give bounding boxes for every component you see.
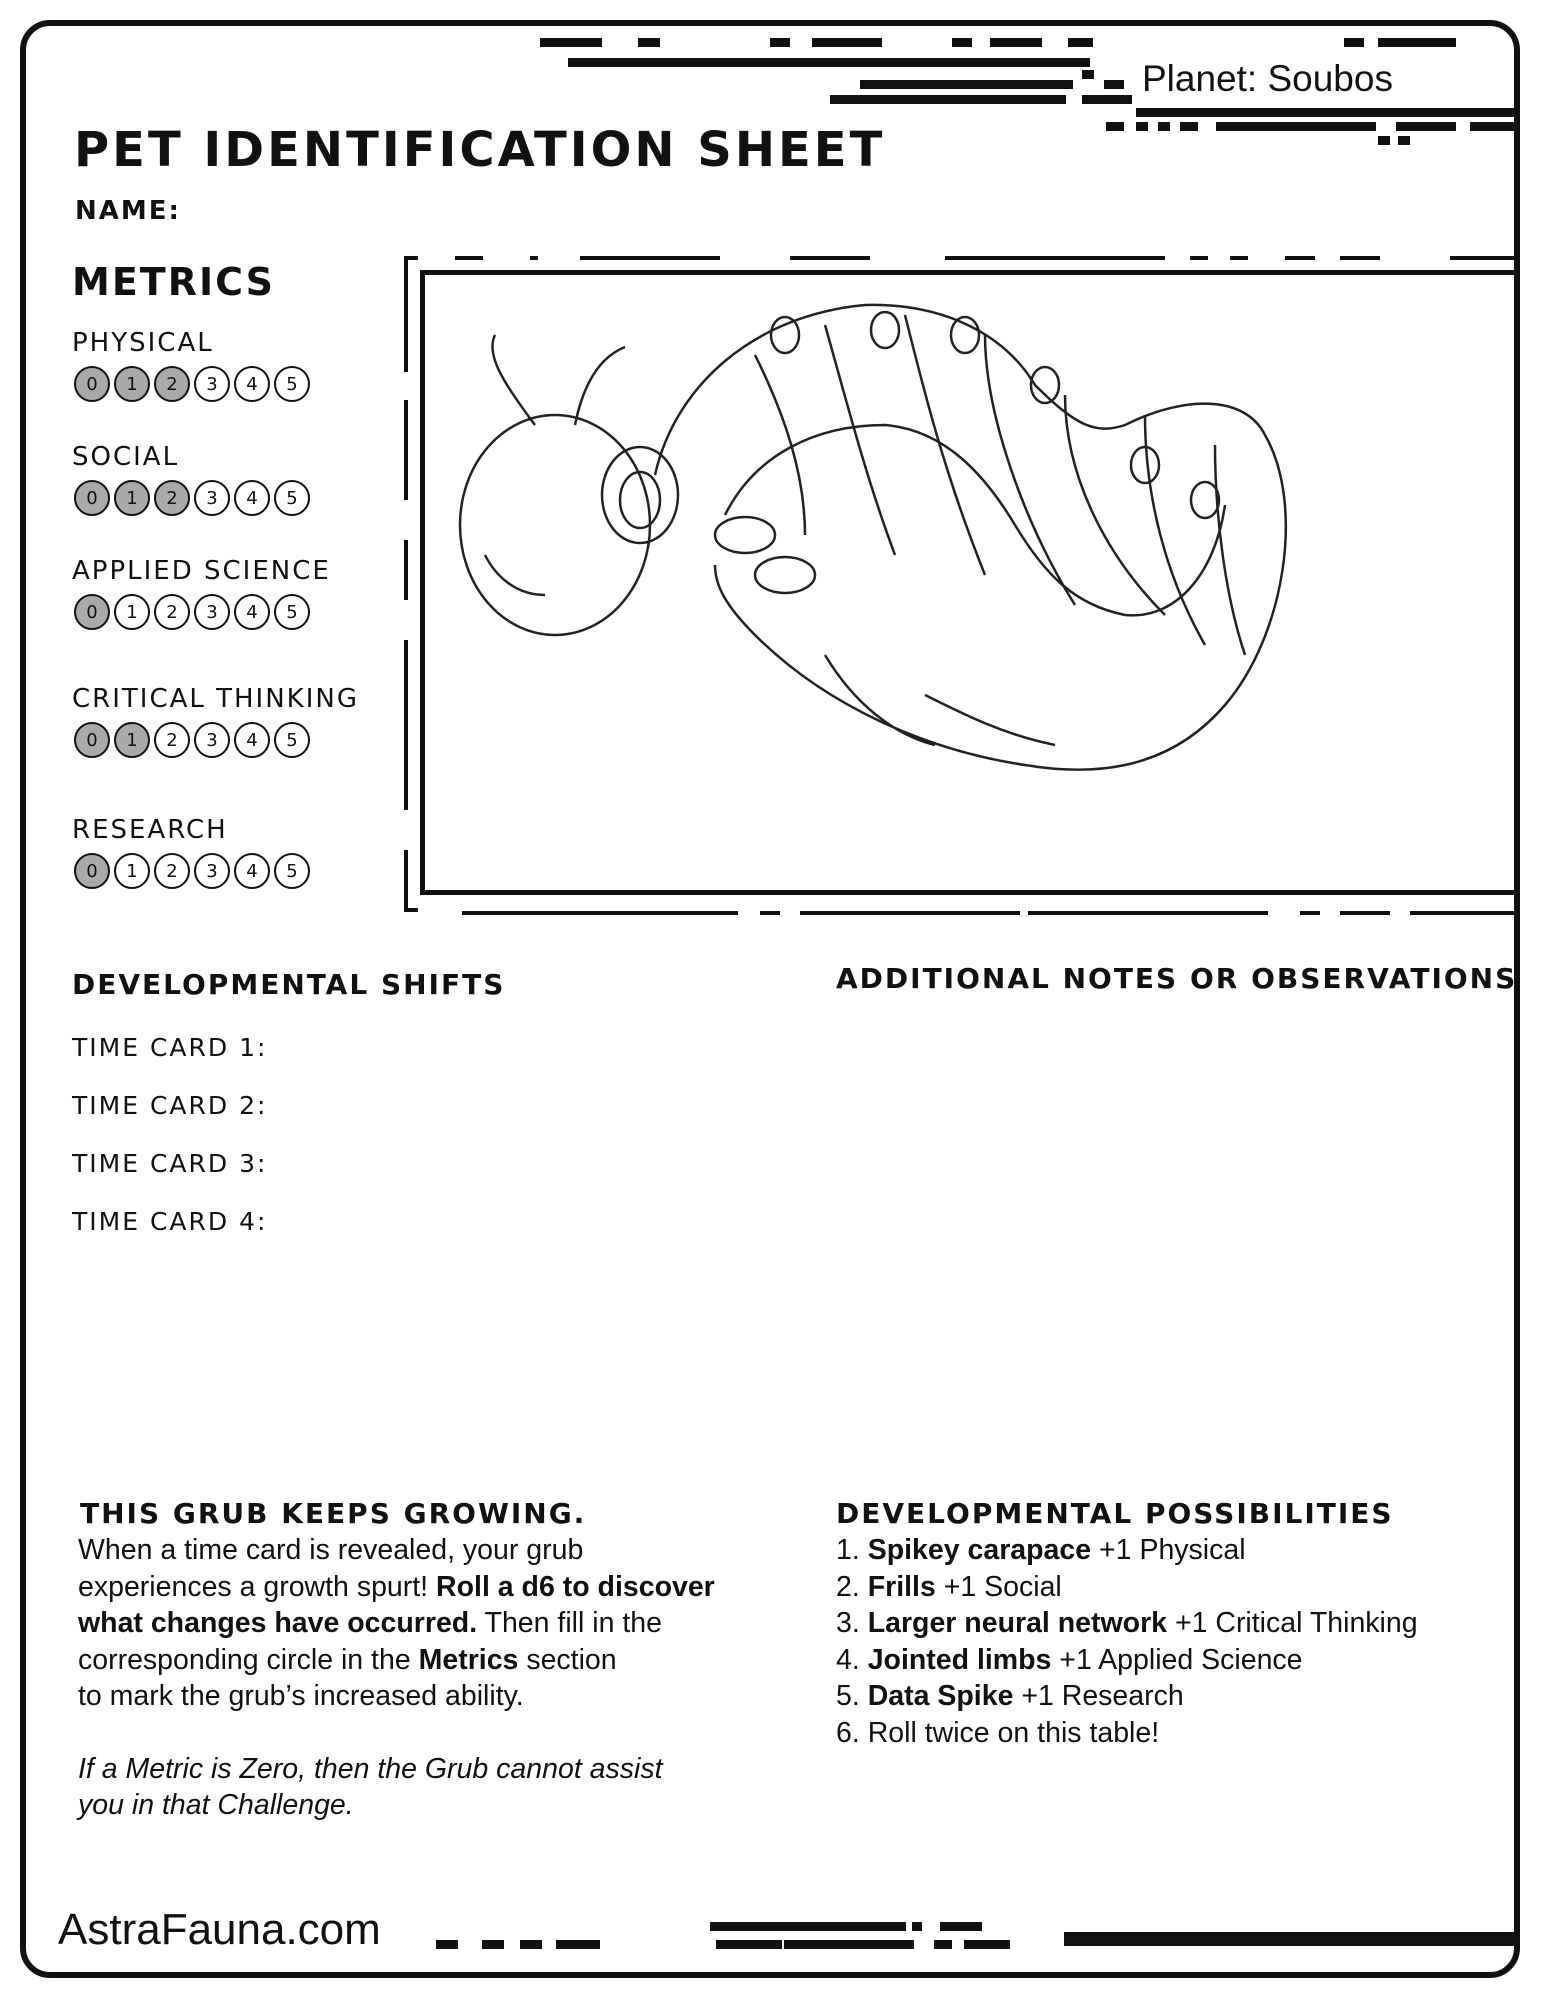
grub-info-line-4-b: section	[518, 1643, 617, 1676]
metric-circle[interactable]: 0	[74, 366, 110, 402]
possibilities-title: DEVELOPMENTAL POSSIBILITIES	[836, 1497, 1394, 1530]
metric-circle[interactable]: 4	[234, 366, 270, 402]
possibilities-list	[836, 1532, 1476, 1751]
metric-circle[interactable]: 3	[194, 853, 230, 889]
metric-label: CRITICAL THINKING	[72, 684, 359, 714]
metric-circle[interactable]: 1	[114, 366, 150, 402]
time-card-label: TIME CARD 2:	[72, 1091, 268, 1120]
metrics-title: METRICS	[72, 260, 276, 304]
metric-circle[interactable]: 1	[114, 853, 150, 889]
metric-circles	[74, 366, 310, 402]
metric-circle[interactable]: 3	[194, 366, 230, 402]
grub-illustration	[425, 275, 1520, 890]
metric-circle[interactable]: 2	[154, 853, 190, 889]
metric-label: PHYSICAL	[72, 328, 214, 358]
metric-label: APPLIED SCIENCE	[72, 556, 331, 586]
metric-circles	[74, 722, 310, 758]
grub-info-line-3	[78, 1605, 778, 1642]
metric-circle[interactable]: 5	[274, 722, 310, 758]
possibility-number: 6.	[836, 1716, 868, 1749]
possibility-item	[836, 1605, 1476, 1642]
grub-info-line-2-bold: Roll a d6 to discover	[436, 1570, 715, 1603]
grub-info-line-4	[78, 1642, 778, 1679]
metric-circle[interactable]: 2	[154, 594, 190, 630]
metric-circle[interactable]: 0	[74, 722, 110, 758]
grub-info-line-2-text: experiences a growth spurt!	[78, 1570, 437, 1603]
metric-label: SOCIAL	[72, 442, 180, 472]
possibility-name: Data Spike	[867, 1680, 1014, 1712]
time-card-label: TIME CARD 4:	[72, 1207, 268, 1236]
metric-circle[interactable]: 5	[274, 480, 310, 516]
possibility-item	[836, 1678, 1476, 1715]
metric-circle[interactable]: 0	[74, 480, 110, 516]
possibility-effect: +1 Social	[935, 1570, 1062, 1603]
possibility-number: 5.	[836, 1680, 868, 1712]
planet-label: Planet: Soubos	[1142, 58, 1393, 99]
metric-circle[interactable]: 0	[74, 853, 110, 889]
time-card-label: TIME CARD 1:	[72, 1033, 268, 1062]
possibility-effect: +1 Research	[1013, 1680, 1184, 1712]
possibility-item	[836, 1715, 1476, 1752]
page-title: PET IDENTIFICATION SHEET	[74, 122, 886, 178]
metric-circle[interactable]: 3	[194, 594, 230, 630]
grub-info-line-5: to mark the grub’s increased ability.	[78, 1680, 524, 1712]
possibility-name: Frills	[867, 1570, 936, 1603]
metric-circle[interactable]: 2	[154, 480, 190, 516]
metric-circle[interactable]: 4	[234, 480, 270, 516]
metric-circle[interactable]: 1	[114, 594, 150, 630]
metric-circle[interactable]: 4	[234, 853, 270, 889]
possibility-effect: Roll twice on this table!	[867, 1716, 1160, 1749]
footer-site: AstraFauna.com	[58, 1905, 381, 1954]
possibility-effect: +1 Physical	[1091, 1534, 1246, 1566]
metric-circles	[74, 480, 310, 516]
metric-circle[interactable]: 2	[154, 366, 190, 402]
metric-circle[interactable]: 3	[194, 480, 230, 516]
metric-circle[interactable]: 3	[194, 722, 230, 758]
metric-circle[interactable]: 0	[74, 594, 110, 630]
possibility-item	[836, 1642, 1476, 1679]
name-label: NAME:	[75, 196, 181, 226]
metric-circle[interactable]: 5	[274, 853, 310, 889]
metric-circle[interactable]: 4	[234, 594, 270, 630]
grub-info-line-1: When a time card is revealed, your grub	[78, 1534, 584, 1566]
notes-title: ADDITIONAL NOTES OR OBSERVATIONS	[836, 962, 1518, 995]
possibility-effect: +1 Critical Thinking	[1167, 1607, 1418, 1639]
metric-circle[interactable]: 1	[114, 722, 150, 758]
metric-circles	[74, 594, 310, 630]
metric-circle[interactable]: 1	[114, 480, 150, 516]
metric-circle[interactable]: 2	[154, 722, 190, 758]
possibility-number: 3.	[836, 1607, 868, 1639]
illustration-box	[420, 270, 1520, 895]
possibility-number: 1.	[836, 1534, 868, 1566]
possibility-name: Jointed limbs	[867, 1643, 1052, 1676]
grub-info-line-3-text: Then fill in the	[477, 1607, 662, 1639]
grub-info-italic-1: If a Metric is Zero, then the Grub cannot assist	[78, 1752, 663, 1785]
grub-info-line-2	[78, 1569, 778, 1606]
metric-circle[interactable]: 5	[274, 594, 310, 630]
metric-label: RESEARCH	[72, 815, 228, 845]
grub-info-text	[78, 1532, 778, 1824]
grub-info-title: THIS GRUB KEEPS GROWING.	[80, 1497, 587, 1530]
possibility-effect: +1 Applied Science	[1051, 1643, 1303, 1676]
metric-circle[interactable]: 5	[274, 366, 310, 402]
possibility-number: 2.	[836, 1570, 868, 1603]
possibility-name: Larger neural network	[867, 1607, 1168, 1639]
grub-info-italic-2: you in that Challenge.	[78, 1789, 354, 1821]
metric-circle[interactable]: 4	[234, 722, 270, 758]
grub-info-line-4-bold: Metrics	[418, 1643, 519, 1676]
grub-info-line-4-a: corresponding circle in the	[78, 1643, 419, 1676]
developmental-shifts-title: DEVELOPMENTAL SHIFTS	[72, 968, 506, 1001]
grub-info-line-3-bold: what changes have occurred.	[78, 1607, 478, 1639]
possibility-number: 4.	[836, 1643, 868, 1676]
time-card-label: TIME CARD 3:	[72, 1149, 268, 1178]
possibility-name: Spikey carapace	[867, 1534, 1092, 1566]
possibility-item	[836, 1532, 1476, 1569]
possibility-item	[836, 1569, 1476, 1606]
metric-circles	[74, 853, 310, 889]
